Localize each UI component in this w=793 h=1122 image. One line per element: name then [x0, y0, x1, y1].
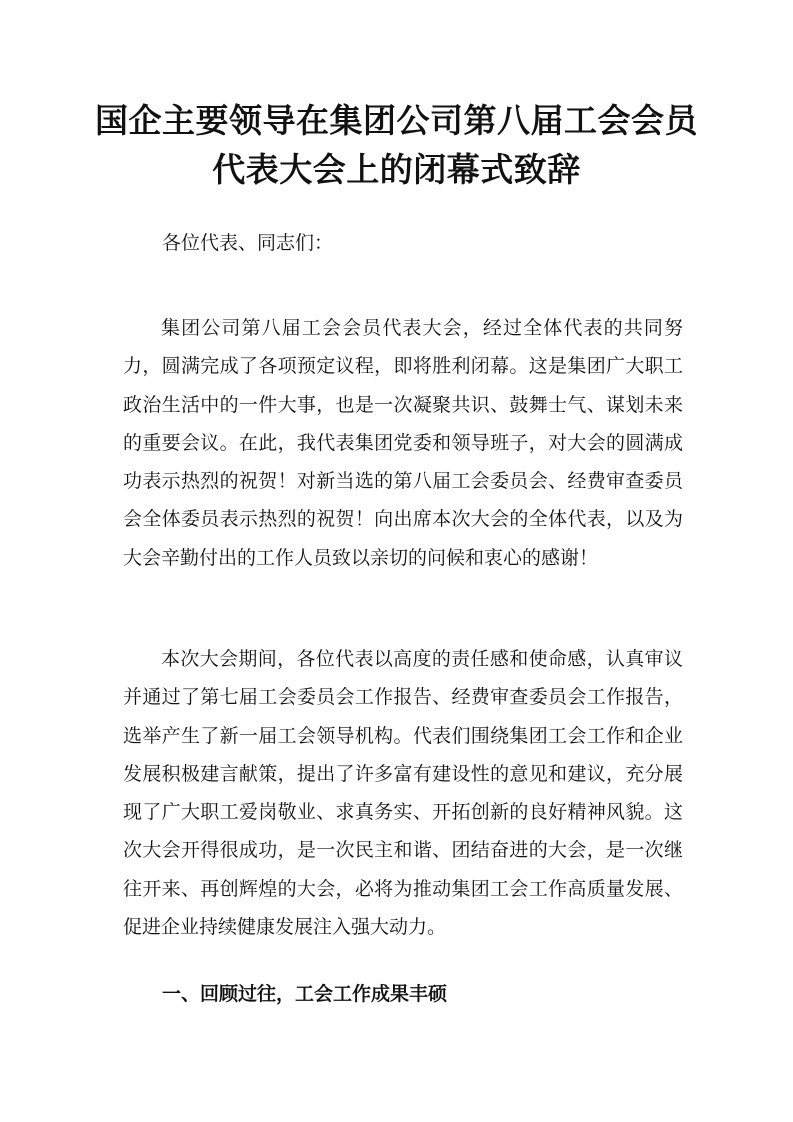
paragraph-2: 本次大会期间，各位代表以高度的责任感和使命感，认真审议并通过了第七届工会委员会工作报告、经费审查委员会工作报告，选举产生了新一届工会领导机构。代表们围绕集团工会工作和企业发展积极建言献策，提出了许多富有建设性的意见和建议，充分展现了广大职工爱岗敬业、求真务实、开拓创新的良好精神风貌。这次大会开得很成功，是一次民主和谐、团结奋进的大会，是一次继往开来、再创辉煌的大会，必将为推动集团工会工作高质量发展、促进企业持续健康发展注入强大动力。	[123, 648, 683, 939]
salutation: 各位代表、同志们：	[162, 232, 334, 254]
section-heading: 一、回顾过往，工会工作成果丰硕	[162, 983, 448, 1005]
document-title	[90, 96, 703, 194]
title-line-2: 代表大会上的闭幕式致辞	[212, 150, 581, 189]
paragraph-1: 集团公司第八届工会会员代表大会，经过全体代表的共同努力，圆满完成了各项预定议程，即将胜利闭幕。这是集团广大职工政治生活中的一件大事，也是一次凝聚共识、鼓舞士气、谋划未来的重要会议。在此，我代表集团党委和领导班子，对大会的圆满成功表示热烈的祝贺！对新当选的第八届工会委员会、经费审查委员会全体委员表示热烈的祝贺！向出席本次大会的全体代表，以及为大会辛勤付出的工作人员致以亲切的问候和衷心的感谢！	[123, 317, 683, 569]
title-line-1: 国企主要领导在集团公司第八届工会会员	[95, 101, 698, 140]
